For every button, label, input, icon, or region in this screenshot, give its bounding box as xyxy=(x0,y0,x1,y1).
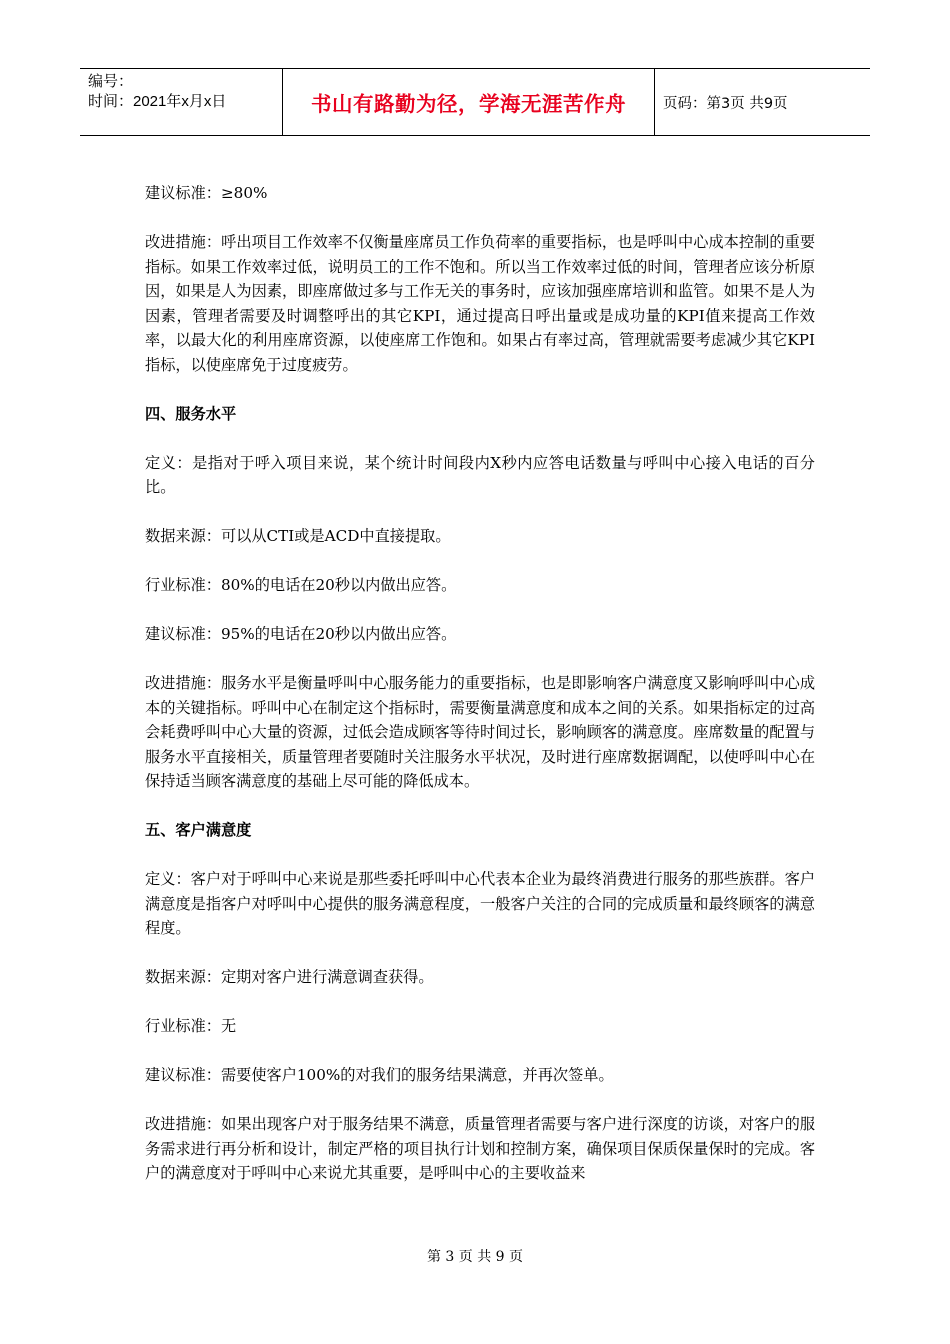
paragraph: 定义：是指对于呼入项目来说，某个统计时间段内X秒内应答电话数量与呼叫中心接入电话的百分比。 xyxy=(145,453,815,496)
serial-number-label: 编号： xyxy=(88,73,134,90)
page-footer xyxy=(0,1246,950,1266)
paragraph: 行业标准：80%的电话在20秒以内做出应答。 xyxy=(145,576,457,594)
page-header xyxy=(80,68,870,136)
page-code: 页码：第3页 共9页 xyxy=(663,95,788,112)
date-label: 时间：2021年x月x日 xyxy=(88,93,227,110)
paragraph: 改进措施：呼出项目工作效率不仅衡量座席员工作负荷率的重要指标，也是呼叫中心成本控制的重要指标。如果工作效率过低，说明员工的工作不饱和。所以当工作效率过低的时间，管理者应该分析原因，如果是人为因素，即座席做过多与工作无关的事务时，应该加强座席培训和监管。如果不是人为因素，管理者需要及时调整呼出的其它KPI，通过提高日呼出量或是成功量的KPI值来提高工作效率，以最大化的利用座席资源，以使座席工作饱和。如果占有率过高，管理就需要考虑减少其它KPI指标，以使座席免于过度疲劳。 xyxy=(145,233,815,374)
section-heading: 五、客户满意度 xyxy=(145,821,252,839)
paragraph: 建议标准：95%的电话在20秒以内做出应答。 xyxy=(145,625,457,643)
motto: 书山有路勤为径，学海无涯苦作舟 xyxy=(311,92,626,116)
paragraph: 定义：客户对于呼叫中心来说是那些委托呼叫中心代表本企业为最终消费进行服务的那些族群。客户满意度是指客户对呼叫中心提供的服务满意程度，一般客户关注的合同的完成质量和最终顾客的满意程度。 xyxy=(145,870,815,937)
header-middle xyxy=(282,69,655,135)
document-body xyxy=(145,181,815,1210)
paragraph: 行业标准：无 xyxy=(145,1017,237,1035)
paragraph: 数据来源：定期对客户进行满意调查获得。 xyxy=(145,968,434,986)
header-right xyxy=(655,69,870,135)
header-left xyxy=(80,69,282,135)
paragraph: 建议标准：≥80% xyxy=(145,184,268,202)
paragraph: 建议标准：需要使客户100%的对我们的服务结果满意，并再次签单。 xyxy=(145,1066,614,1084)
page-number: 第 3 页 共 9 页 xyxy=(426,1249,524,1265)
section-heading: 四、服务水平 xyxy=(145,404,237,423)
paragraph: 改进措施：如果出现客户对于服务结果不满意，质量管理者需要与客户进行深度的访谈，对客户的服务需求进行再分析和设计，制定严格的项目执行计划和控制方案，确保项目保质保量保时的完成。客户的满意度对于呼叫中心来说尤其重要，是呼叫中心的主要收益来 xyxy=(145,1115,815,1182)
paragraph: 改进措施：服务水平是衡量呼叫中心服务能力的重要指标，也是即影响客户满意度又影响呼叫中心成本的关键指标。呼叫中心在制定这个指标时，需要衡量满意度和成本之间的关系。如果指标定的过高会耗费呼叫中心大量的资源，过低会造成顾客等待时间过长，影响顾客的满意度。座席数量的配置与服务水平直接相关，质量管理者要随时关注服务水平状况，及时进行座席数据调配，以使呼叫中心在保持适当顾客满意度的基础上尽可能的降低成本。 xyxy=(145,674,815,790)
paragraph: 数据来源：可以从CTI或是ACD中直接提取。 xyxy=(145,527,451,545)
